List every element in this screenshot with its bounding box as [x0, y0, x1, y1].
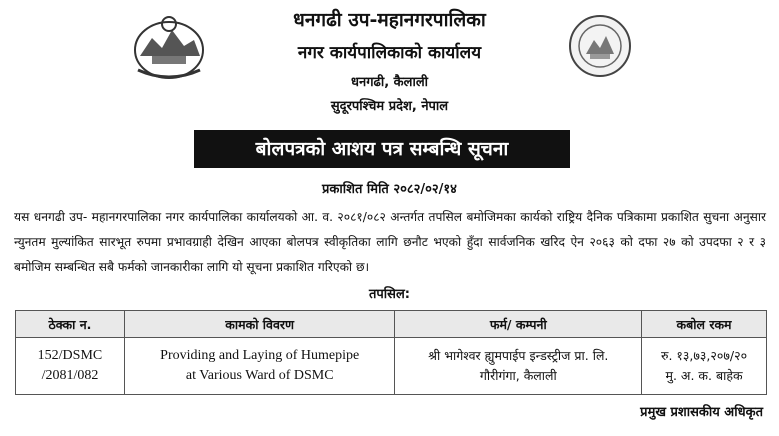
- publish-date: प्रकाशित मिति २०८२/०२/१४: [322, 182, 457, 197]
- contract-number-line1: 152/DSMC: [37, 348, 103, 363]
- amount-cell: [642, 338, 767, 395]
- table-row: [16, 338, 767, 395]
- header-description: कामको विवरण: [124, 311, 395, 338]
- firm-cell: [395, 338, 642, 395]
- firm-line1: श्री भागेश्वर ह्युमपाईप इन्डस्ट्रीज प्रा. लि.: [428, 348, 609, 363]
- details-label: तपसिल:: [369, 287, 410, 302]
- office-name: नगर कार्यपालिकाको कार्यालय: [297, 43, 482, 63]
- province-name: सुदूरपश्चिम प्रदेश, नेपाल: [330, 99, 449, 114]
- notice-title: बोलपत्रको आशय पत्र सम्बन्धि सूचना: [194, 130, 570, 168]
- notice-body: यस धनगढी उप- महानगरपालिका नगर कार्यपालिका कार्यालयको आ. व. २०८१/०८२ अन्तर्गत तपसिल बमोजिमका कार्यको राष्ट्रिय दैनिक पत्रिकामा प्रकाशित सुचना अनुसार न्युनतम मुल्यांकित सारभूत रुपमा प्रभावग्राही देखिन आएका बोलपत्र स्वीकृतिका लागि छनौट भएको हुँदा सार्वजनिक खरिद ऐन २०६३ को दफा २७ को उपदफा २ र ३ बमोजिम सम्बन्धित सबै फर्मको जानकारीका लागि यो सूचना प्रकाशित गरिएको छ।: [14, 210, 766, 274]
- header-contract-no: ठेक्का न.: [16, 311, 125, 338]
- firm-line2: गौरीगंगा, कैलाली: [479, 368, 557, 383]
- details-table: [15, 310, 767, 395]
- description-cell: [124, 338, 395, 395]
- municipality-name: धनगढी उप-महानगरपालिका: [293, 9, 486, 31]
- office-location: धनगढी, कैलाली: [350, 75, 429, 90]
- description-line1: Providing and Laying of Humepipe: [160, 348, 360, 363]
- amount-line2: मु. अ. क. बाहेक: [665, 368, 743, 383]
- amount-line1: रु. १३,७३,२०७/२०: [660, 348, 748, 363]
- contract-number-line2: /2081/082: [41, 368, 99, 383]
- contract-number-cell: [16, 338, 125, 395]
- description-line2: at Various Ward of DSMC: [185, 368, 334, 383]
- header-firm: फर्म/ कम्पनी: [395, 311, 642, 338]
- signatory-title: प्रमुख प्रशासकीय अधिकृत: [640, 405, 763, 420]
- header-amount: कबोल रकम: [642, 311, 767, 338]
- table-header-row: [16, 311, 767, 338]
